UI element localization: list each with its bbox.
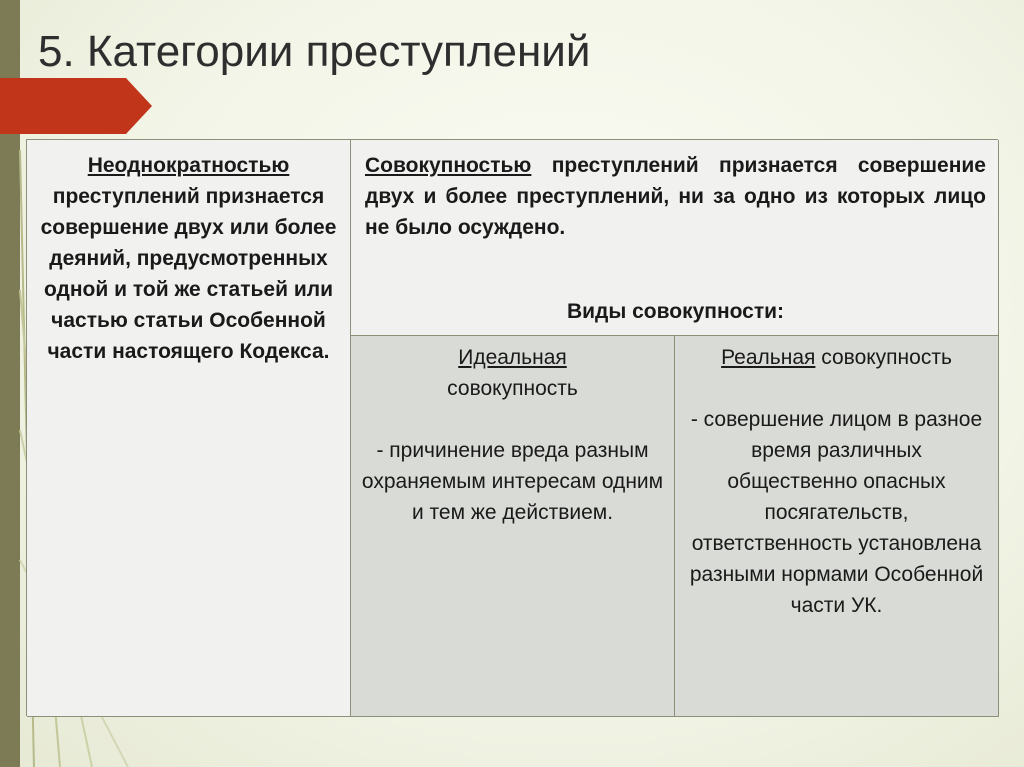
repetition-definition-cell — [27, 140, 351, 717]
aggregate-types-heading: Виды совокупности: — [566, 300, 785, 323]
aggregate-definition-cell — [351, 140, 999, 336]
ideal-term: Идеальная — [458, 346, 567, 369]
ideal-description: - причинение вреда разным охраняемым интересам одним и тем же действием. — [361, 439, 664, 524]
real-description: - совершение лицом в разное время различных общественно опасных посягательств, ответственность установлена разными нормами Особенной части УК. — [689, 408, 984, 617]
slide-title: 5. Категории преступлений — [38, 27, 591, 76]
red-arrow-decoration — [0, 78, 152, 134]
real-word: совокупность — [821, 346, 952, 369]
aggregate-text: преступлений признается совершение двух и более преступлений, ни за одно из которых лицо не было осуждено. — [365, 154, 986, 239]
ideal-word: совокупность — [447, 377, 578, 400]
repetition-text: преступлений признается совершение двух или более деяний, предусмотренных одной и той же статьей или частью статьи Особенной части настоящего Кодекса. — [40, 185, 337, 363]
real-term: Реальная — [721, 346, 816, 369]
ideal-aggregate-cell — [351, 336, 675, 717]
real-aggregate-cell — [675, 336, 999, 717]
aggregate-definition — [365, 150, 986, 243]
crime-categories-table — [26, 139, 998, 716]
repetition-term: Неоднократностью — [87, 154, 290, 177]
aggregate-term: Совокупностью — [365, 154, 532, 177]
